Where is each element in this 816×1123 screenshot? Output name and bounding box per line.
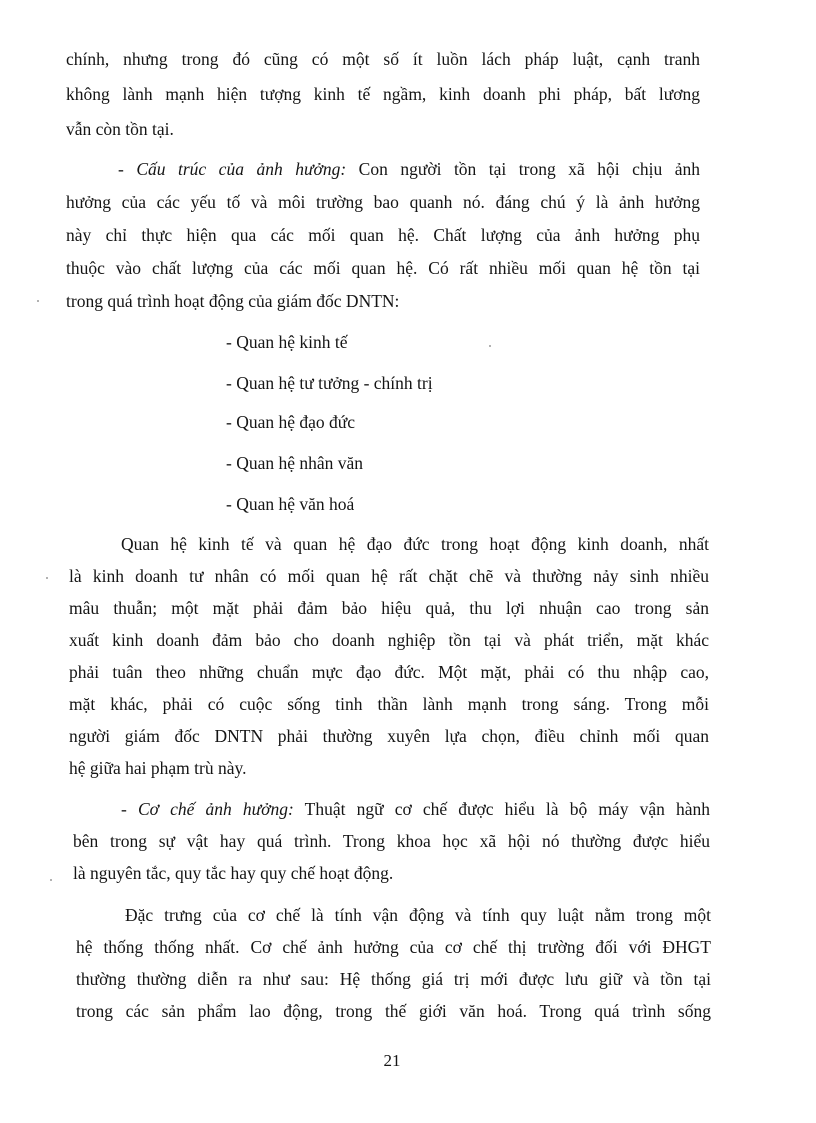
paragraph-3-line-2: là kinh doanh tư nhân có mối quan hệ rất chặt chẽ và thường nảy sinh nhiều [69,566,709,586]
paragraph-5-line-3: thường thường diễn ra như sau: Hệ thống giá trị mới được lưu giữ và tồn tại [76,969,711,989]
paragraph-3-line-8: hệ giữa hai phạm trù này. [69,758,247,778]
scan-speck [37,300,39,302]
list-item: - Quan hệ tư tưởng - chính trị [226,373,433,393]
list-item: - Quan hệ kinh tế [226,332,348,352]
paragraph-2-line-2: hưởng của các yếu tố và môi trường bao quanh nó. đáng chú ý là ảnh hưởng [66,192,700,212]
paragraph-3-line-3: mâu thuẫn; một mặt phải đảm bảo hiệu quả, thu lợi nhuận cao trong sản [69,598,709,618]
paragraph-3-line-6: mặt khác, phải có cuộc sống tinh thần lành mạnh trong sáng. Trong mỗi [69,694,709,714]
section-heading-structure: - Cấu trúc của ảnh hưởng: [118,159,347,179]
paragraph-4-line-3: là nguyên tắc, quy tắc hay quy chế hoạt động. [73,863,394,883]
paragraph-3-line-4: xuất kinh doanh đảm bảo cho doanh nghiệp tồn tại và phát triển, mặt khác [69,630,709,650]
paragraph-2-line-4: thuộc vào chất lượng của các mối quan hệ. Có rất nhiều mối quan hệ tồn tại [66,258,700,278]
paragraph-1-line-1: chính, nhưng trong đó cũng có một số ít luồn lách pháp luật, cạnh tranh [66,49,700,69]
section-heading-mechanism: - Cơ chế ảnh hưởng: [121,799,294,819]
paragraph-2-line-1 [118,157,700,181]
paragraph-1-line-2: không lành mạnh hiện tượng kinh tế ngầm, kinh doanh phi pháp, bất lương [66,84,700,104]
paragraph-2-line-1-text: Con người tồn tại trong xã hội chịu ảnh [346,159,701,179]
list-item: - Quan hệ nhân văn [226,453,364,473]
paragraph-2-line-3: này chỉ thực hiện qua các mối quan hệ. Chất lượng của ảnh hưởng phụ [66,225,700,245]
scan-speck [46,577,48,579]
paragraph-5-line-4: trong các sản phẩm lao động, trong thế giới văn hoá. Trong quá trình sống [76,1001,711,1021]
paragraph-5-line-1: Đặc trưng của cơ chế là tính vận động và tính quy luật nằm trong một [125,905,711,925]
paragraph-4-line-1 [121,797,710,821]
paragraph-2-line-5: trong quá trình hoạt động của giám đốc DNTN: [66,291,400,311]
page-number: 21 [383,1051,401,1070]
scan-speck [50,879,52,881]
paragraph-3-line-1: Quan hệ kinh tế và quan hệ đạo đức trong hoạt động kinh doanh, nhất [121,534,709,554]
paragraph-5-line-2: hệ thống thống nhất. Cơ chế ảnh hưởng của cơ chế thị trường đối với ĐHGT [76,937,711,957]
list-item: - Quan hệ văn hoá [226,494,355,514]
paragraph-4-line-1-text: Thuật ngữ cơ chế được hiểu là bộ máy vận hành [293,799,710,819]
list-item: - Quan hệ đạo đức [226,412,356,432]
paragraph-1-line-3: vẫn còn tồn tại. [66,119,174,139]
scan-speck [489,345,491,347]
paragraph-3-line-7: người giám đốc DNTN phải thường xuyên lựa chọn, điều chỉnh mối quan [69,726,709,746]
paragraph-3-line-5: phải tuân theo những chuẩn mực đạo đức. Một mặt, phải có thu nhập cao, [69,662,709,682]
paragraph-4-line-2: bên trong sự vật hay quá trình. Trong khoa học xã hội nó thường được hiểu [73,831,710,851]
